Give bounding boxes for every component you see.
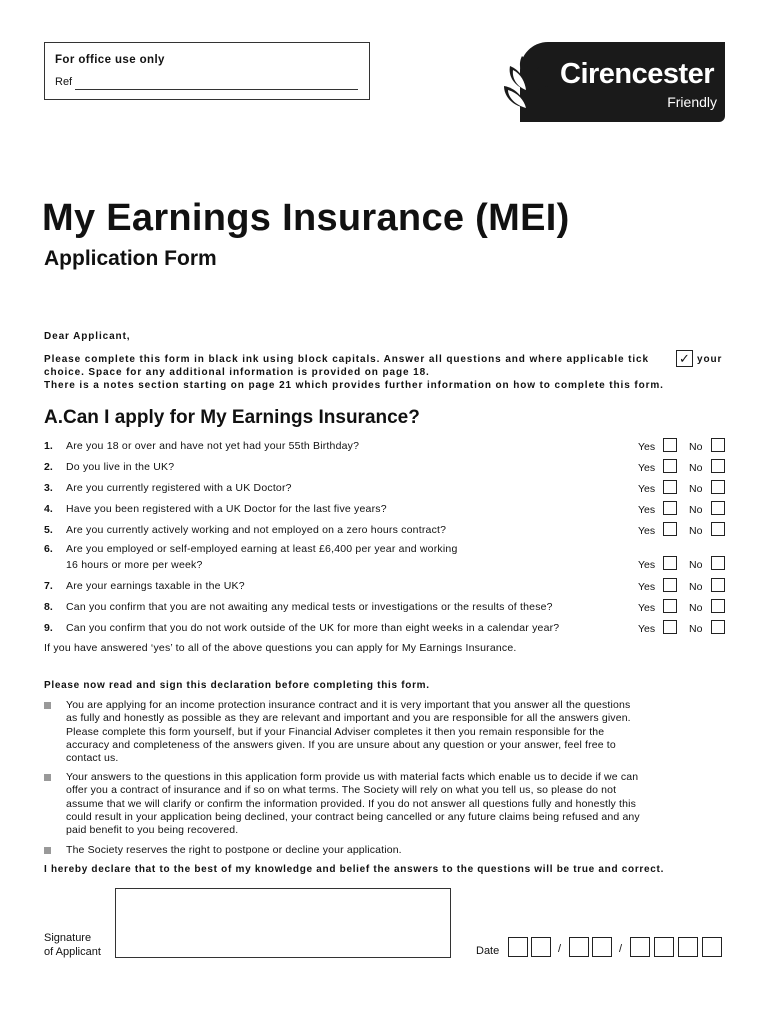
intro-line-3: There is a notes section starting on page 21 which provides further information on how to complete this form. (44, 380, 664, 391)
q7-yes-checkbox[interactable] (663, 578, 677, 592)
question-text: Do you live in the UK? (66, 461, 175, 473)
q4-yes-checkbox[interactable] (663, 501, 677, 515)
date-month-digit-1[interactable] (569, 937, 589, 957)
yes-label: Yes (638, 602, 656, 614)
intro-line-2: choice. Space for any additional information is provided on page 18. (44, 367, 430, 378)
question-number: 2. (44, 461, 53, 473)
intro-line-1-end: your (697, 354, 723, 365)
q1-no-checkbox[interactable] (711, 438, 725, 452)
declaration-heading: Please now read and sign this declaration before completing this form. (44, 680, 430, 691)
yes-label: Yes (638, 504, 656, 516)
paragraph-line: could result in your application being declined, your contract being cancelled or any future claims being refused and any (66, 810, 640, 823)
paragraph-line: offer you a contract of insurance and if so on what terms. The Society will rely on what you tell us, so please do not (66, 784, 617, 797)
q9-no-checkbox[interactable] (711, 620, 725, 634)
no-label: No (689, 462, 703, 474)
question-number: 9. (44, 622, 53, 634)
paragraph-line: Please complete this form yourself, but if your Financial Adviser completes it then you remain responsible for the (66, 725, 605, 738)
q3-no-checkbox[interactable] (711, 480, 725, 494)
question-number: 4. (44, 503, 53, 515)
ref-field[interactable] (75, 89, 358, 90)
signature-label-line-1: Signature (44, 932, 92, 944)
answered-yes-note: If you have answered ‘yes’ to all of the above questions you can apply for My Earnings Insurance. (44, 642, 517, 654)
yes-label: Yes (638, 441, 656, 453)
bullet-icon (44, 774, 51, 781)
ref-label: Ref (55, 76, 73, 88)
q5-no-checkbox[interactable] (711, 522, 725, 536)
question-number: 1. (44, 440, 53, 452)
paragraph-line: assume that we will clarify or confirm the information provided. If you do not answer all questions fully and honestly this (66, 797, 636, 810)
bullet-icon (44, 702, 51, 709)
paragraph-line: as fully and honestly as possible as they are relevant and important and you are responsible for all the answers given. (66, 712, 631, 725)
question-text: Can you confirm that you are not awaiting any medical tests or investigations or the results of these? (66, 601, 553, 613)
yes-label: Yes (638, 623, 656, 635)
declaration-bullet-3 (66, 844, 726, 857)
yes-label: Yes (638, 559, 656, 571)
logo-name: Cirencester (560, 58, 715, 90)
question-number: 6. (44, 543, 53, 555)
question-number: 3. (44, 482, 53, 494)
intro-line-1: Please complete this form in black ink using block capitals. Answer all questions and where applicable tick (44, 354, 649, 365)
page-subtitle: Application Form (44, 247, 217, 270)
question-number: 7. (44, 580, 53, 592)
yes-label: Yes (638, 462, 656, 474)
question-number: 5. (44, 524, 53, 536)
greeting: Dear Applicant, (44, 331, 131, 342)
q8-yes-checkbox[interactable] (663, 599, 677, 613)
question-text-continued: 16 hours or more per week? (66, 559, 203, 571)
q1-yes-checkbox[interactable] (663, 438, 677, 452)
no-label: No (689, 602, 703, 614)
q2-yes-checkbox[interactable] (663, 459, 677, 473)
signature-label-line-2: of Applicant (44, 946, 101, 958)
section-a-title: A.Can I apply for My Earnings Insurance? (44, 407, 420, 428)
question-text: Can you confirm that you do not work outside of the UK for more than eight weeks in a calendar year? (66, 622, 560, 634)
date-day-digit-1[interactable] (508, 937, 528, 957)
page-title: My Earnings Insurance (MEI) (42, 197, 570, 239)
q2-no-checkbox[interactable] (711, 459, 725, 473)
no-label: No (689, 525, 703, 537)
question-number: 8. (44, 601, 53, 613)
no-label: No (689, 441, 703, 453)
office-use-title: For office use only (55, 54, 165, 66)
question-text: Are you currently registered with a UK Doctor? (66, 482, 292, 494)
no-label: No (689, 581, 703, 593)
date-separator: / (558, 943, 562, 955)
date-year-digit-1[interactable] (630, 937, 650, 957)
q4-no-checkbox[interactable] (711, 501, 725, 515)
no-label: No (689, 483, 703, 495)
q6-yes-checkbox[interactable] (663, 556, 677, 570)
declaration-bullet-1 (66, 699, 726, 765)
yes-label: Yes (638, 483, 656, 495)
yes-label: Yes (638, 525, 656, 537)
date-separator: / (619, 943, 623, 955)
question-text: Are your earnings taxable in the UK? (66, 580, 245, 592)
paragraph-line: You are applying for an income protection insurance contract and it is very important that you answer all the questions (66, 699, 631, 711)
paragraph-line: contact us. (66, 752, 119, 765)
signature-field[interactable] (115, 888, 451, 958)
q8-no-checkbox[interactable] (711, 599, 725, 613)
declaration-statement: I hereby declare that to the best of my knowledge and belief the answers to the questions will be true and correct. (44, 864, 665, 875)
paragraph-line: paid benefit to you being recovered. (66, 824, 239, 837)
q5-yes-checkbox[interactable] (663, 522, 677, 536)
no-label: No (689, 504, 703, 516)
date-year-digit-2[interactable] (654, 937, 674, 957)
q6-no-checkbox[interactable] (711, 556, 725, 570)
q9-yes-checkbox[interactable] (663, 620, 677, 634)
date-year-digit-4[interactable] (702, 937, 722, 957)
yes-label: Yes (638, 581, 656, 593)
q7-no-checkbox[interactable] (711, 578, 725, 592)
logo-subtitle: Friendly (667, 94, 717, 110)
date-year-digit-3[interactable] (678, 937, 698, 957)
cirencester-logo (520, 42, 725, 122)
declaration-bullet-2 (66, 771, 726, 837)
office-use-box (44, 42, 370, 100)
signature-label (44, 931, 101, 959)
question-text: Are you 18 or over and have not yet had your 55th Birthday? (66, 440, 360, 452)
no-label: No (689, 623, 703, 635)
wheat-leaf-icon (496, 50, 556, 120)
paragraph-line: The Society reserves the right to postpone or decline your application. (66, 844, 402, 856)
question-text: Are you employed or self-employed earning at least £6,400 per year and working (66, 543, 458, 555)
question-text: Are you currently actively working and not employed on a zero hours contract? (66, 524, 447, 536)
tick-example-icon: ✓ (676, 350, 693, 367)
paragraph-line: Your answers to the questions in this application form provide us with material facts which enable us to decide if we can (66, 771, 639, 783)
date-month-digit-2[interactable] (592, 937, 612, 957)
paragraph-line: accuracy and completeness of the answers given. If you are unsure about any question or your answer, feel free to (66, 738, 616, 751)
q3-yes-checkbox[interactable] (663, 480, 677, 494)
no-label: No (689, 559, 703, 571)
question-text: Have you been registered with a UK Doctor for the last five years? (66, 503, 387, 515)
date-label: Date (476, 945, 500, 957)
date-day-digit-2[interactable] (531, 937, 551, 957)
bullet-icon (44, 847, 51, 854)
